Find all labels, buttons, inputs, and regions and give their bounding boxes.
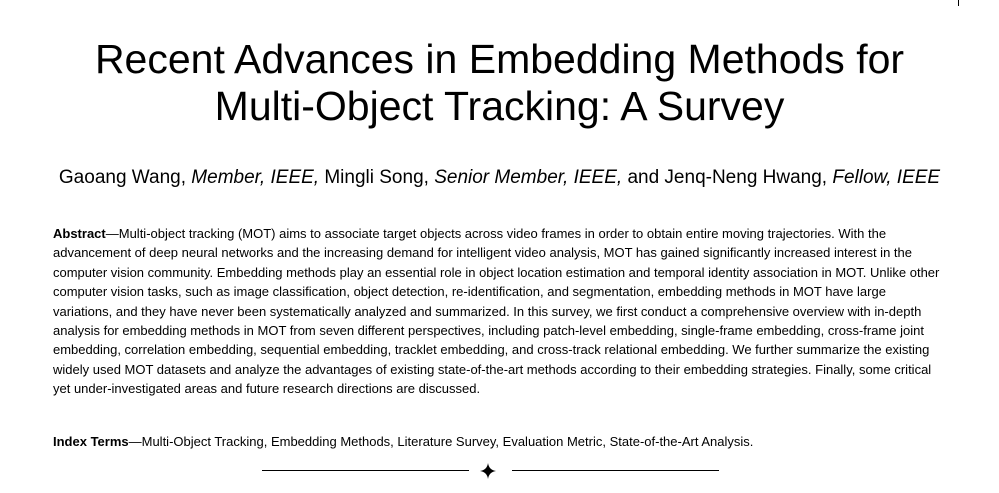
index-terms-label: Index Terms (53, 434, 129, 449)
page-corner-mark (958, 0, 959, 6)
section-separator (0, 461, 999, 481)
abstract-text: —Multi-object tracking (MOT) aims to associate target objects across video frames in order to obtain entire moving trajectories. With the advancement of deep neural networks and the increasing demand for intelligent video analysis, MOT has gained significantly increased interest in the computer vision community. Embedding methods play an essential role in object location estimation and temporal identity association in MOT. Unlike other computer vision tasks, such as image classification, object detection, re-identification, and segmentation, embedding methods in MOT have large variations, and they have never been systematically analyzed and summarized. In this survey, we first conduct a comprehensive overview with in-depth analysis for embedding methods in MOT from seven different perspectives, including patch-level embedding, single-frame embedding, cross-frame joint embedding, correlation embedding, sequential embedding, tracklet embedding, and cross-track relational embedding. We further summarize the existing widely used MOT datasets and analyze the advantages of existing state-of-the-art methods according to their embedding strategies. Finally, some critical yet under-investigated areas and future research directions are discussed. (53, 226, 940, 397)
index-terms (53, 432, 945, 451)
author-affiliation-role: Fellow, IEEE (832, 167, 941, 188)
paper-title-line-1: Recent Advances in Embedding Methods for (94, 36, 905, 82)
author-name: Gaoang Wang, (58, 167, 187, 188)
author-name: Mingli Song, (324, 167, 429, 188)
index-terms-text: —Multi-Object Tracking, Embedding Methods, Literature Survey, Evaluation Metric, State-of-the-Art Analysis. (128, 434, 754, 449)
author-name: and Jenq-Neng Hwang, (627, 167, 828, 188)
paper-title-line-2: Multi-Object Tracking: A Survey (214, 83, 785, 129)
author-affiliation-role: Member, IEEE, (191, 167, 320, 188)
separator-rule-right (512, 470, 719, 471)
abstract-label: Abstract (53, 226, 106, 241)
author-list (0, 166, 999, 190)
author-affiliation-role: Senior Member, IEEE, (434, 167, 623, 188)
diamond-icon (480, 463, 496, 479)
separator-rule-left (262, 470, 469, 471)
abstract (53, 224, 945, 399)
paper-title (0, 36, 999, 130)
